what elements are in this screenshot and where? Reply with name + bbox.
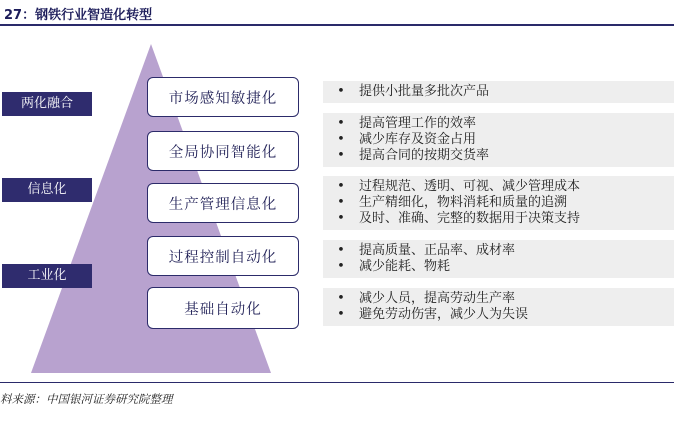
level-box-collaboration: 全局协同智能化: [147, 131, 299, 171]
desc-collaboration: [323, 113, 674, 167]
side-label-industrialization: 工业化: [2, 264, 92, 288]
bullet-icon: •: [337, 84, 345, 99]
bullet-icon: •: [337, 148, 345, 163]
source-note: 料来源：中国银河证券研究院整理: [0, 392, 173, 406]
bullet-icon: •: [337, 243, 345, 258]
level-box-process-control: 过程控制自动化: [147, 236, 299, 276]
list-item: • 过程规范、透明、可视、减少管理成本: [323, 179, 674, 195]
bullet-icon: •: [337, 307, 345, 322]
side-label-informatization: 信息化: [2, 178, 92, 202]
desc-production: [323, 176, 674, 230]
figure-title: 27：钢铁行业智造化转型: [4, 8, 153, 23]
level-box-market: 市场感知敏捷化: [147, 77, 299, 117]
side-label-integration: 两化融合: [2, 92, 92, 116]
list-item: • 提高质量、正品率、成材率: [323, 243, 674, 259]
bottom-rule: [0, 382, 674, 383]
level-box-basic-automation: 基础自动化: [147, 287, 299, 329]
level-box-production: 生产管理信息化: [147, 183, 299, 223]
list-item: • 减少人员，提高劳动生产率: [323, 291, 674, 307]
list-item: • 提高管理工作的效率: [323, 116, 674, 132]
list-item: • 提高合同的按期交货率: [323, 148, 674, 164]
bullet-icon: •: [337, 211, 345, 226]
desc-basic-automation: [323, 288, 674, 326]
list-item: • 避免劳动伤害，减少人为失误: [323, 307, 674, 323]
list-item: • 减少能耗、物耗: [323, 259, 674, 275]
bullet-icon: •: [337, 195, 345, 210]
list-item: • 生产精细化，物料消耗和质量的追溯: [323, 195, 674, 211]
bullet-icon: •: [337, 259, 345, 274]
desc-market: [323, 81, 674, 103]
desc-process-control: [323, 240, 674, 278]
bullet-icon: •: [337, 132, 345, 147]
list-item: • 提供小批量多批次产品: [323, 84, 674, 100]
list-item: • 减少库存及资金占用: [323, 132, 674, 148]
bullet-icon: •: [337, 116, 345, 131]
list-item: • 及时、准确、完整的数据用于决策支持: [323, 211, 674, 227]
bullet-icon: •: [337, 291, 345, 306]
bullet-icon: •: [337, 179, 345, 194]
